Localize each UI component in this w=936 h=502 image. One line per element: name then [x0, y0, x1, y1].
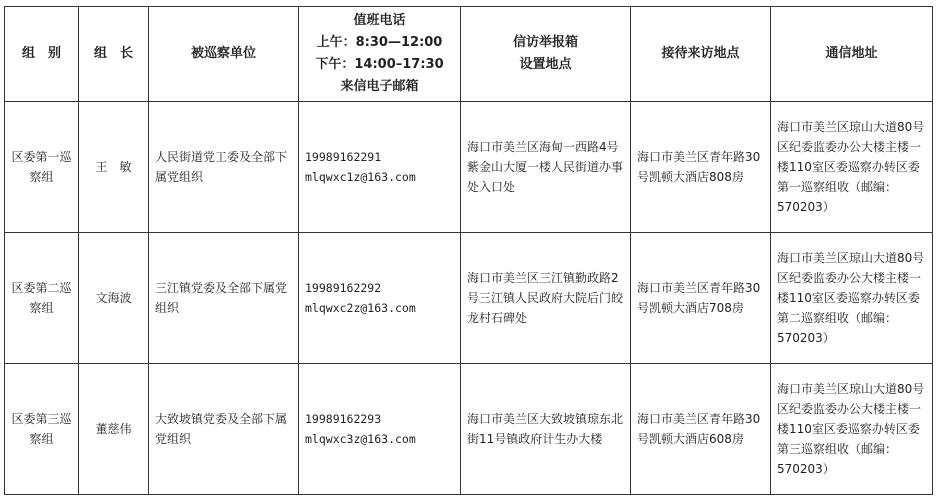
row-group: 区委第二巡察组	[5, 233, 79, 364]
header-hotline-pm: 下午：14:00–17:30	[315, 57, 444, 72]
row-leader: 董慈伟	[79, 364, 149, 495]
header-hotline-am: 上午：8:30—12:00	[316, 35, 443, 50]
row-leader: 王 敏	[79, 102, 149, 233]
row-group: 区委第一巡察组	[5, 102, 79, 233]
header-unit: 被巡察单位	[149, 7, 299, 102]
row-email[interactable]: mlqwxc1z@163.com	[305, 170, 416, 184]
header-mailbox	[461, 7, 631, 102]
header-mailbox-line1: 信访举报箱	[512, 35, 578, 50]
header-group: 组 别	[5, 7, 79, 102]
row-address: 海口市美兰区琼山大道80号区纪委监委办公大楼主楼一楼110室区委巡察办转区委第一巡察组收（邮编：570203）	[771, 102, 933, 233]
row-reception: 海口市美兰区青年路30号凯顿大酒店608房	[631, 364, 771, 495]
row-mailbox: 海口市美兰区海甸一西路4号紫金山大厦一楼人民街道办事处入口处	[461, 102, 631, 233]
table-row	[5, 233, 933, 364]
row-contact	[299, 102, 461, 233]
table-row	[5, 364, 933, 495]
row-mailbox: 海口市美兰区大致坡镇琼东北街11号镇政府计生办大楼	[461, 364, 631, 495]
row-unit: 三江镇党委及全部下属党组织	[149, 233, 299, 364]
row-phone: 19989162292	[305, 281, 382, 295]
row-address: 海口市美兰区琼山大道80号区纪委监委办公大楼主楼一楼110室区委巡察办转区委第二巡察组收（邮编：570203）	[771, 233, 933, 364]
row-reception: 海口市美兰区青年路30号凯顿大酒店708房	[631, 233, 771, 364]
header-leader: 组 长	[79, 7, 149, 102]
header-hotline-email: 来信电子邮箱	[340, 79, 419, 94]
row-contact	[299, 233, 461, 364]
header-reception: 接待来访地点	[631, 7, 771, 102]
row-email[interactable]: mlqwxc3z@163.com	[305, 432, 416, 446]
row-unit: 人民街道党工委及全部下属党组织	[149, 102, 299, 233]
row-leader: 文海波	[79, 233, 149, 364]
table-row	[5, 102, 933, 233]
header-row	[5, 7, 933, 102]
row-address: 海口市美兰区琼山大道80号区纪委监委办公大楼主楼一楼110室区委巡察办转区委第三巡察组收（邮编：570203）	[771, 364, 933, 495]
row-reception: 海口市美兰区青年路30号凯顿大酒店808房	[631, 102, 771, 233]
header-address: 通信地址	[771, 7, 933, 102]
inspection-table	[4, 6, 933, 495]
row-unit: 大致坡镇党委及全部下属党组织	[149, 364, 299, 495]
row-group: 区委第三巡察组	[5, 364, 79, 495]
row-phone: 19989162291	[305, 150, 382, 164]
header-hotline-title: 值班电话	[353, 13, 406, 28]
row-email[interactable]: mlqwxc2z@163.com	[305, 301, 416, 315]
row-contact	[299, 364, 461, 495]
row-phone: 19989162293	[305, 412, 382, 426]
header-hotline	[299, 7, 461, 102]
header-mailbox-line2: 设置地点	[519, 57, 572, 72]
row-mailbox: 海口市美兰区三江镇勤政路2号三江镇人民政府大院后门皎龙村石碑处	[461, 233, 631, 364]
